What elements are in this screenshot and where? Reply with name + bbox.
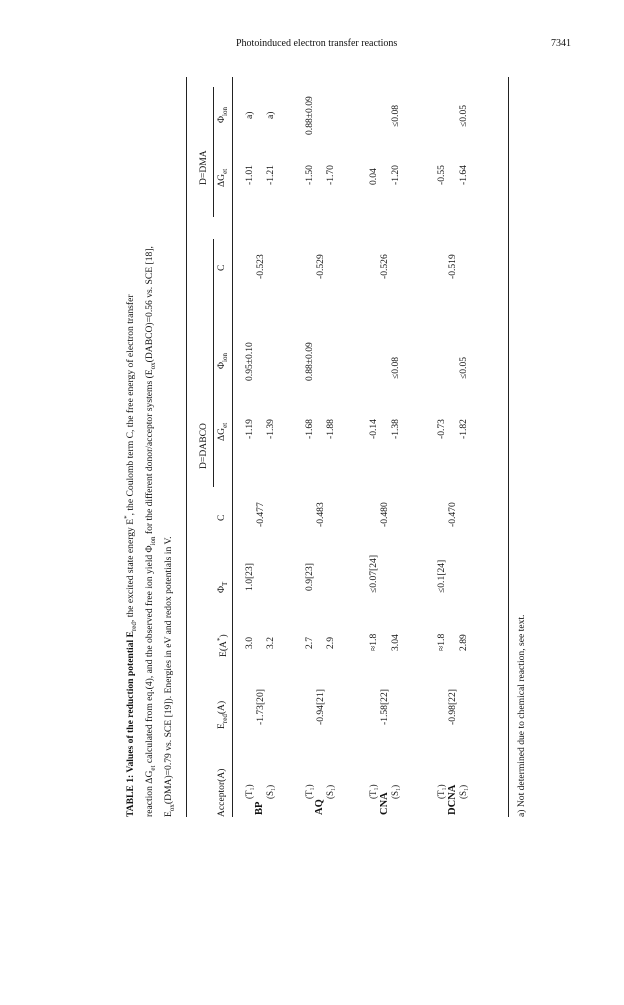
col-header-ion-dma: $\Phi_{ion}$: [216, 107, 229, 123]
c-dma-value: -0.529: [315, 254, 326, 279]
c-dma-value: -0.523: [255, 254, 266, 279]
page-number: 7341: [551, 38, 571, 49]
dg-dma-value: 0.04: [368, 168, 379, 185]
ered-value: -1.73[20]: [255, 689, 266, 725]
dg-dabco-value: -1.19: [244, 419, 255, 439]
caption-line-3: [161, 117, 180, 817]
caption-text: TABLE 1: Values of the reduction potential E: [125, 631, 137, 817]
c-dabco-value: -0.470: [447, 502, 458, 527]
estar-value: 2.89: [458, 634, 469, 651]
acceptor-name: AQ: [314, 799, 325, 815]
dg-dma-value: -1.70: [325, 165, 336, 185]
col-header-c-dma: C: [216, 264, 227, 271]
state-label: (S₁): [325, 784, 335, 799]
col-header-ion-dabco: $\Phi_{ion}$: [216, 353, 229, 369]
state-label: (T₁): [304, 784, 314, 799]
col-header-dg-dma: $\Delta G_{et}$: [216, 168, 229, 187]
dg-dma-value: -1.21: [265, 165, 276, 185]
estar-value: 3.2: [265, 637, 276, 649]
dg-dma-value: -1.01: [244, 165, 255, 185]
estar-value: 2.9: [325, 637, 336, 649]
dg-dabco-value: -1.68: [304, 419, 315, 439]
phi-t-value: ≤0.1[24]: [436, 559, 447, 593]
caption-line-2: [142, 117, 161, 817]
caption-sub: red: [130, 622, 139, 632]
dg-dabco-value: -1.82: [458, 419, 469, 439]
c-dma-value: -0.526: [379, 254, 390, 279]
table-bottom-rule: [508, 77, 509, 817]
c-dma-value: -0.519: [447, 254, 458, 279]
state-label: (S₁): [390, 784, 400, 799]
caption-text: , the Coulomb term C, the free energy of electron transfer: [125, 294, 137, 516]
table-footnote: a) Not determined due to chemical reaction, see text.: [516, 614, 527, 817]
col-header-estar: E(A*): [216, 634, 230, 657]
group-header-dma: D=DMA: [198, 150, 209, 185]
acceptor-name: DCNA: [447, 784, 458, 815]
ion-dma-value: ≤0.08: [390, 104, 401, 127]
caption-text: , the excited state energy E: [125, 518, 137, 623]
dg-dma-value: -1.50: [304, 165, 315, 185]
col-header-phi-t: $\Phi_T$: [216, 581, 229, 593]
caption-sub: ox: [167, 804, 176, 812]
estar-value: 2.7: [304, 637, 315, 649]
caption-text: (DABCO)=0.56 vs. SCE [18],: [144, 246, 156, 363]
ered-value: -0.98[22]: [447, 689, 458, 725]
state-label: (T₁): [436, 784, 446, 799]
state-label: (T₁): [244, 784, 254, 799]
dg-dma-value: -1.20: [390, 165, 401, 185]
dg-dabco-value: -1.88: [325, 419, 336, 439]
estar-value: 3.0: [244, 637, 255, 649]
running-title: Photoinduced electron transfer reactions: [236, 38, 398, 49]
ion-dma-value: ≤0.05: [458, 104, 469, 127]
acceptor-name: CNA: [379, 792, 390, 815]
col-header-dg-dabco: $\Delta G_{et}$: [216, 422, 229, 441]
caption-text: E: [163, 811, 174, 817]
ion-dabco-value: 0.88±0.09: [304, 342, 315, 381]
ered-value: -0.94[21]: [315, 689, 326, 725]
ion-dma-value: a): [244, 111, 255, 119]
dg-dabco-value: -0.14: [368, 419, 379, 439]
ion-dma-value: a): [265, 111, 276, 119]
col-header-acceptor: Acceptor(A): [216, 768, 227, 817]
phi-t-value: 0.9[23]: [304, 563, 315, 591]
col-header-c-dabco: C: [216, 514, 227, 521]
state-label: (T₁): [368, 784, 378, 799]
phi-t-value: 1.0[23]: [244, 563, 255, 591]
dg-dabco-value: -1.38: [390, 419, 401, 439]
group-header-dabco: D=DABCO: [198, 423, 209, 469]
caption-sub: ion: [149, 536, 157, 546]
ion-dabco-value: ≤0.05: [458, 356, 469, 379]
ion-dabco-value: 0.95±0.10: [244, 342, 255, 381]
table-top-rule: [186, 77, 187, 817]
c-dabco-value: -0.483: [315, 502, 326, 527]
rotated-table-block: [120, 77, 575, 817]
estar-value: ≈1.8: [368, 633, 379, 651]
col-header-ered: $E_{red}(A)$: [216, 700, 229, 729]
dg-dma-value: -1.64: [458, 165, 469, 185]
phi-t-value: ≤0.07[24]: [368, 554, 379, 593]
caption-text: (DMA)=0.79 vs. SCE [19]). Energies in eV and redox potentials in V.: [163, 536, 174, 805]
state-label: (S₁): [265, 784, 275, 799]
table-header-rule: [232, 77, 233, 817]
acceptor-name: BP: [254, 801, 265, 815]
caption-text: for the different donor/acceptor systems (E: [144, 369, 156, 537]
c-dabco-value: -0.477: [255, 502, 266, 527]
running-head: [0, 38, 624, 52]
caption-sub: et: [149, 765, 157, 771]
caption-sup: *: [123, 515, 131, 519]
state-label: (S₁): [458, 784, 468, 799]
dma-group-rule: [213, 87, 214, 217]
caption-sub: ox: [149, 362, 157, 370]
dabco-group-rule: [213, 239, 214, 487]
c-dabco-value: -0.480: [379, 502, 390, 527]
table-caption: [120, 117, 180, 817]
dg-dma-value: -0.55: [436, 165, 447, 185]
dg-dabco-value: -1.39: [265, 419, 276, 439]
estar-value: ≈1.8: [436, 633, 447, 651]
ion-dma-value: 0.88±0.09: [304, 96, 315, 135]
caption-line-1: [120, 117, 142, 817]
ion-dabco-value: ≤0.08: [390, 356, 401, 379]
caption-text: reaction ΔG: [144, 770, 156, 817]
ered-value: -1.58[22]: [379, 689, 390, 725]
estar-value: 3.04: [390, 634, 401, 651]
dg-dabco-value: -0.73: [436, 419, 447, 439]
caption-text: calculated from eq.(4), and the observed free ion yield Φ: [144, 545, 156, 766]
